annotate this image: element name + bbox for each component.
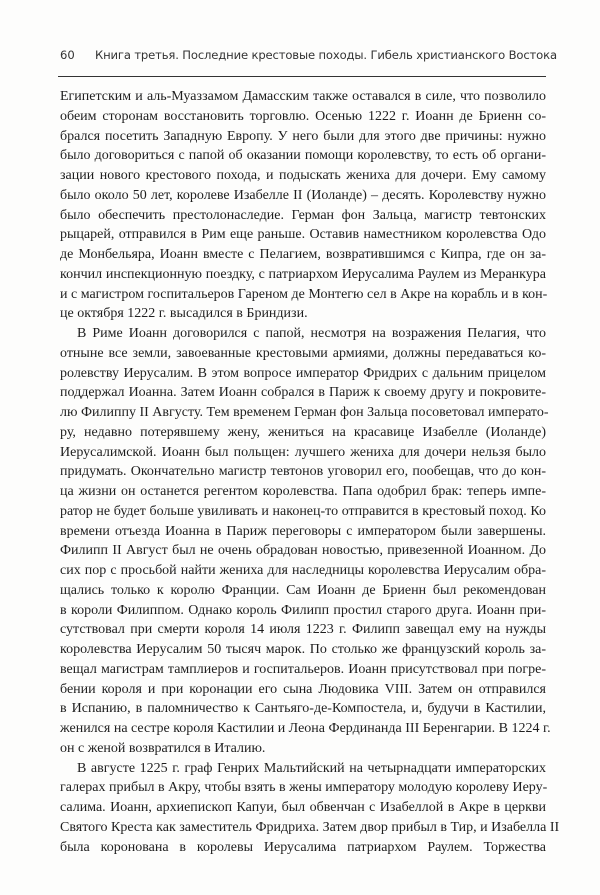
text-line: лю Филиппу II Августу. Тем временем Герман фон Зальца посоветовал императо- (60, 405, 549, 420)
text-line: де Монбельяра, Иоанн вместе с Пелагием, возвратившимся с Кипра, где он за- (60, 247, 546, 262)
text-line: ролевству Иерусалим. В этом вопросе император Фридрих с дальним прицелом (60, 365, 546, 381)
text-line: отныне все земли, завоеванные крестовыми армиями, должны передаваться ко- (60, 345, 546, 361)
text-line: было договориться с папой об оказании помощи королевству, то есть об органи- (60, 148, 546, 164)
text-line: была коронована в королевы Иерусалима патриархом Раулем. Торжества (60, 839, 546, 855)
text-line: ратор не будет больше увиливать и наконец-то отправится в крестовый поход. Ко (60, 503, 546, 519)
text-line: королевства Иерусалим 50 тысяч марок. По столько же французский король за- (60, 642, 546, 657)
text-line: ру, недавно потерявшему жену, жениться на красавице Изабелле (Иоланде) (60, 424, 546, 440)
page-number: 60 (60, 48, 75, 62)
text-line: вещал магистрам тамплиеров и госпитальеров. Иоанн присутствовал при погре- (60, 661, 546, 677)
text-line: кончил инспекционную поездку, с патриархом Иерусалима Раулем из Меранкура (60, 266, 546, 282)
text-line: было около 50 лет, королеве Изабелле II (Иоланде) – десять. Королевству нужно (60, 187, 546, 203)
text-line: придумать. Окончательно магистр тевтонов уговорил его, пообещав, что до кон- (60, 464, 546, 480)
paragraph (60, 87, 546, 324)
text-line: времени отъезда Иоанна в Париж переговоры с императором были завершены. (60, 523, 546, 539)
text-line: и с магистром госпитальеров Гареном де Монтегю сел в Акре на корабль и в кон- (60, 286, 548, 302)
running-title: Книга третья. Последние крестовые походы. Гибель христианского Востока (95, 48, 557, 62)
text-line: он с женой возвратился в Италию. (60, 740, 266, 756)
text-line: щались только к королю Франции. Сам Иоанн де Бриенн был рекомендован (60, 582, 546, 598)
text-line: обеим сторонам восстановить торговлю. Осенью 1222 г. Иоанн де Бриенн со- (60, 108, 546, 124)
text-line: женился на сестре короля Кастилии и Леона Фердинанда III Беренгарии. В 1224 г. (60, 721, 551, 736)
text-line: ца жизни он останется регентом королевства. Папа одобрил брак: теперь импе- (60, 484, 546, 499)
page-body (60, 87, 560, 857)
text-line: поддержал Иоанна. Затем Иоанн собрался в Париж к своему другу и покровите- (60, 385, 546, 401)
text-line: Святого Креста как заместитель Фридриха. Затем двор прибыл в Тир, и Изабелла II (60, 819, 560, 835)
text-line: галерах прибыл в Акру, чтобы взять в жены императору молодую королеву Иеру- (60, 780, 548, 796)
text-line: брался посетить Западную Европу. У него были для этого две причины: нужно (60, 128, 546, 144)
text-line: было обеспечить престолонаследие. Герман фон Зальца, магистр тевтонских (60, 207, 546, 223)
paragraph (60, 759, 560, 858)
text-line: Филипп II Август был не очень обрадован новостью, привезенной Иоанном. До (60, 543, 546, 559)
text-line: в Испанию, в паломничество к Сантьяго-де-Компостела, и, будучи в Кастилии, (60, 701, 546, 717)
text-line: Иерусалимской. Иоанн был польщен: лучшего жениха для дочери нельзя было (60, 444, 546, 460)
text-line: В августе 1225 г. граф Генрих Мальтийский на четырнадцати императорских (77, 760, 546, 776)
header-rule (58, 76, 546, 77)
text-line: зации нового крестового похода, и подыскать жениха для дочери. Ему самому (60, 168, 546, 183)
text-line: сих пор с просьбой найти жениха для наследницы королевства Иерусалим обра- (60, 563, 546, 578)
text-line: це октября 1222 г. высадился в Бриндизи. (60, 306, 308, 322)
running-header (60, 48, 557, 68)
text-line: сутствовал при смерти короля 14 июля 1223 г. Филипп завещал ему на нужды (60, 622, 546, 638)
text-line: Египетским и аль-Муаззамом Дамасским также оставался в силе, что позволило (60, 89, 546, 104)
text-line: В Риме Иоанн договорился с папой, несмотря на возражения Пелагия, что (77, 326, 546, 341)
text-line: бении короля и при коронации его сына Людовика VIII. Затем он отправился (60, 681, 546, 697)
paragraph (60, 324, 551, 759)
text-line: рыцарей, отправился в Рим еще раньше. Оставив наместником королевства Одо (60, 227, 546, 243)
text-line: в короли Филиппом. Однако король Филипп простил старого друга. Иоанн при- (60, 602, 546, 618)
text-line: салима. Иоанн, архиепископ Капуи, был обвенчан с Изабеллой в Акре в церкви (60, 800, 546, 815)
